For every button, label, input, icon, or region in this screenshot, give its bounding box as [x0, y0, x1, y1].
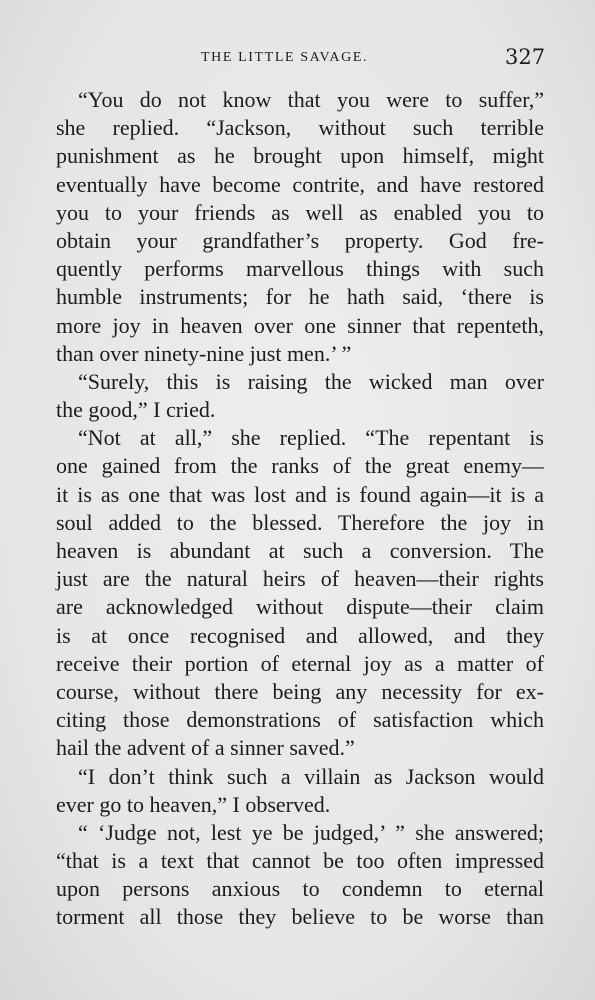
text-line: it is as one that was lost and is found again—it is a: [56, 481, 544, 507]
text-line: hail the advent of a sinner saved.”: [56, 735, 355, 761]
text-line: punishment as he brought upon himself, might: [56, 143, 544, 169]
text-line: one gained from the ranks of the great enemy—: [56, 453, 544, 479]
page-number: 327: [505, 45, 546, 69]
text-line: soul added to the blessed. Therefore the joy in: [56, 509, 544, 535]
text-line: is at once recognised and allowed, and they: [56, 622, 544, 648]
text-line: just are the natural heirs of heaven—their rights: [56, 566, 544, 592]
text-line: quently performs marvellous things with such: [56, 256, 544, 282]
text-line: “You do not know that you were to suffer,”: [78, 87, 544, 112]
text-line: receive their portion of eternal joy as a matter of: [56, 650, 544, 676]
text-line: humble instruments; for he hath said, ‘there is: [56, 284, 544, 310]
body-text: [56, 86, 544, 932]
text-line: the good,” I cried.: [56, 397, 216, 423]
text-line: torment all those they believe to be worse than: [56, 904, 544, 930]
running-title: THE LITTLE SAVAGE.: [201, 50, 369, 65]
text-line: “I don’t think such a villain as Jackson would: [78, 763, 544, 789]
text-line: “ ‘Judge not, lest ye be judged,’ ” she answered;: [78, 819, 544, 845]
text-line: ever go to heaven,” I observed.: [56, 791, 331, 817]
page-header: [0, 46, 595, 70]
text-line: are acknowledged without dispute—their claim: [56, 594, 544, 620]
text-line: you to your friends as well as enabled you to: [56, 199, 544, 225]
text-line: eventually have become contrite, and have restored: [56, 171, 544, 197]
text-line: obtain your grandfather’s property. God fre-: [56, 227, 544, 253]
text-line: “that is a text that cannot be too often impressed: [56, 848, 544, 874]
text-line: course, without there being any necessity for ex-: [56, 678, 544, 704]
text-line: than over ninety-nine just men.’ ”: [56, 340, 352, 366]
text-line: upon persons anxious to condemn to eternal: [56, 876, 544, 902]
text-line: “Surely, this is raising the wicked man over: [78, 368, 544, 394]
text-line: citing those demonstrations of satisfaction which: [56, 707, 544, 733]
text-line: “Not at all,” she replied. “The repentant is: [78, 425, 544, 451]
text-line: heaven is abundant at such a conversion. The: [56, 538, 544, 563]
text-line: more joy in heaven over one sinner that repenteth,: [56, 312, 544, 338]
text-line: she replied. “Jackson, without such terrible: [56, 115, 544, 141]
